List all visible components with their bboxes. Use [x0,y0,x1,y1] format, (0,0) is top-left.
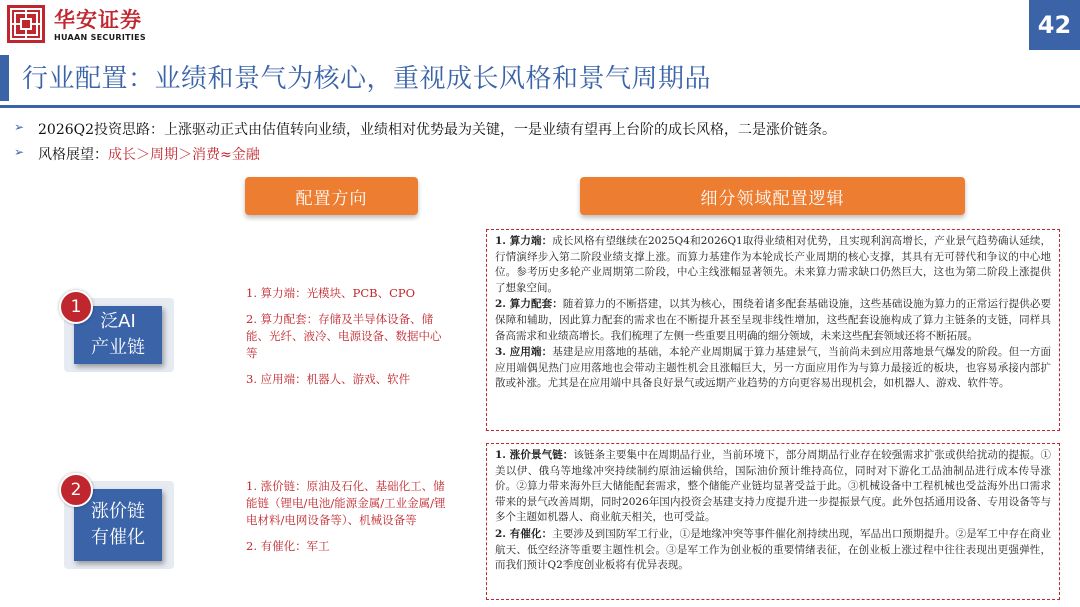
section-1-logic-head: 3. 应用端： [495,346,553,359]
section-1-name-line2: 产业链 [91,337,145,358]
section-1-item: 2. 算力配套：存储及半导体设备、储能、光纤、液冷、电源设备、数据中心等 [246,312,442,360]
section-2-logic-para [495,527,1051,574]
section-2-items [246,478,451,564]
huaan-logo-icon [6,4,46,44]
bullet-style-outlook-highlight: 成长＞周期＞消费≈金融 [108,147,260,163]
section-1-logic-head: 2. 算力配套： [495,298,563,311]
section-2-logic-box [486,443,1060,600]
section-1-logic-body: 基建是应用落地的基础，本轮产业周期属于算力基建景气，当前尚未到应用落地景气爆发的阶段。但一方面应用端偶见热门应用落地也会带动主题性机会且涨幅巨大，另一方面应用作为与算力最接近的板块，也容易承接内部扩散或补涨。尤其是在应用端中具备良好景气或远期产业趋势的方向更容易出现机会，如机器人、游戏、软件等。 [495,346,1052,390]
bullet-style-outlook [14,144,260,164]
section-1-logic-box [486,229,1060,431]
bullet-investment-idea [14,119,837,139]
section-2-number-badge: 2 [59,473,93,507]
section-2-logic-head: 2. 有催化： [495,527,553,540]
brand-name-en: HUAAN SECURITIES [54,33,146,42]
section-1-logic-head: 1. 算力端： [495,235,553,247]
title-divider [0,105,1080,108]
section-1-logic-body: 成长风格有望继续在2025Q4和2026Q1取得业绩相对优势，且实现利润高增长，产业景气趋势确认延续，行情演绎步入第二阶段业绩支撑上涨。而算力基建作为本轮成长产业周期的核心支撑，其具有无可替代和争议的中心地位。参考历史多轮产业周期第二阶段，中心主线涨幅显著领先。未来算力需求缺口仍然巨大，这也为第二阶段上涨提供了想象空间。 [495,235,1051,294]
section-1-item: 3. 应用端：机器人、游戏、软件 [246,372,411,386]
section-1-name-line1: 泛AI [100,311,136,332]
section-1-items [246,285,451,397]
column-header-logic: 细分领域配置逻辑 [580,177,965,215]
title-accent-bar [0,55,9,101]
section-2-logic-body: 该链条主要集中在周期品行业，当前环境下，部分周期品行业存在较强需求扩张或供给扰动的提振。①美以伊、俄乌等地缘冲突持续制约原油运输供给，国际油价预计维持高位，同时对下游化工品油制品进行成本传导涨价。②算力带来海外巨大储能配套需求，整个储能产业链均显著受益于此。③机械设备中工程机械也受益海外出口需求带来的景气改善周期，同时2026年国内投资会基建支持力度提升进一步提振景气度。此外包括通用设备、专用设备等与多个主题如机器人、商业航天相关，也可受益。 [495,449,1052,524]
arrow-bullet-icon: ➢ [14,120,25,134]
bullet-investment-idea-text: 2026Q2投资思路：上涨驱动正式由估值转向业绩，业绩相对优势最为关键，一是业绩有望再上台阶的成长风格，二是涨价链条。 [38,122,837,138]
bullet-style-outlook-label: 风格展望： [38,147,108,163]
section-1-logic-para [495,345,1051,392]
section-1-logic-body: 随着算力的不断搭建，以其为核心，围绕着诸多配套基础设施，这些基础设施为算力的正常运行提供必要保障和辅助，因此算力配套的需求也在不断提升甚至呈现非线性增加，这些配套设施构成了算力主链条的支链，同样具备高需求和业绩高增长。我们梳理了左侧一些重要且明确的细分领域，未来这些配套领域还将不断拓展。 [495,298,1051,342]
section-1-logic-para [495,297,1051,344]
section-1-logic-para [495,234,1051,296]
arrow-bullet-icon: ➢ [14,145,25,159]
column-header-allocation: 配置方向 [245,177,418,215]
section-2-item: 1. 涨价链：原油及石化、基础化工、储能链（锂电/电池/能源金属/工业金属/锂电材料/电网设备等）、机械设备等 [246,479,446,527]
section-2-name-line2: 有催化 [91,527,145,548]
section-1-item: 1. 算力端：光模块、PCB、CPO [246,286,416,300]
brand-name-cn: 华安证券 [54,7,142,32]
page-title: 行业配置：业绩和景气为核心，重视成长风格和景气周期品 [22,64,712,94]
section-2-logic-body: 主要涉及到国防军工行业，①是地缘冲突等事件催化剂持续出现，军品出口预期提升。②是军工中存在商业航天、低空经济等重要主题性机会。③是军工作为创业板的重要情绪表征，在创业板上涨过程中往往表现出更强弹性，而我们预计Q2季度创业板将有优异表现。 [495,527,1052,572]
section-2-name-line1: 涨价链 [91,501,145,522]
section-2-item: 2. 有催化：军工 [246,539,330,553]
section-2-logic-para [495,448,1051,526]
section-1-number-badge: 1 [59,290,93,324]
page-number: 42 [1029,0,1080,50]
section-2-logic-head: 1. 涨价景气链： [495,449,574,461]
